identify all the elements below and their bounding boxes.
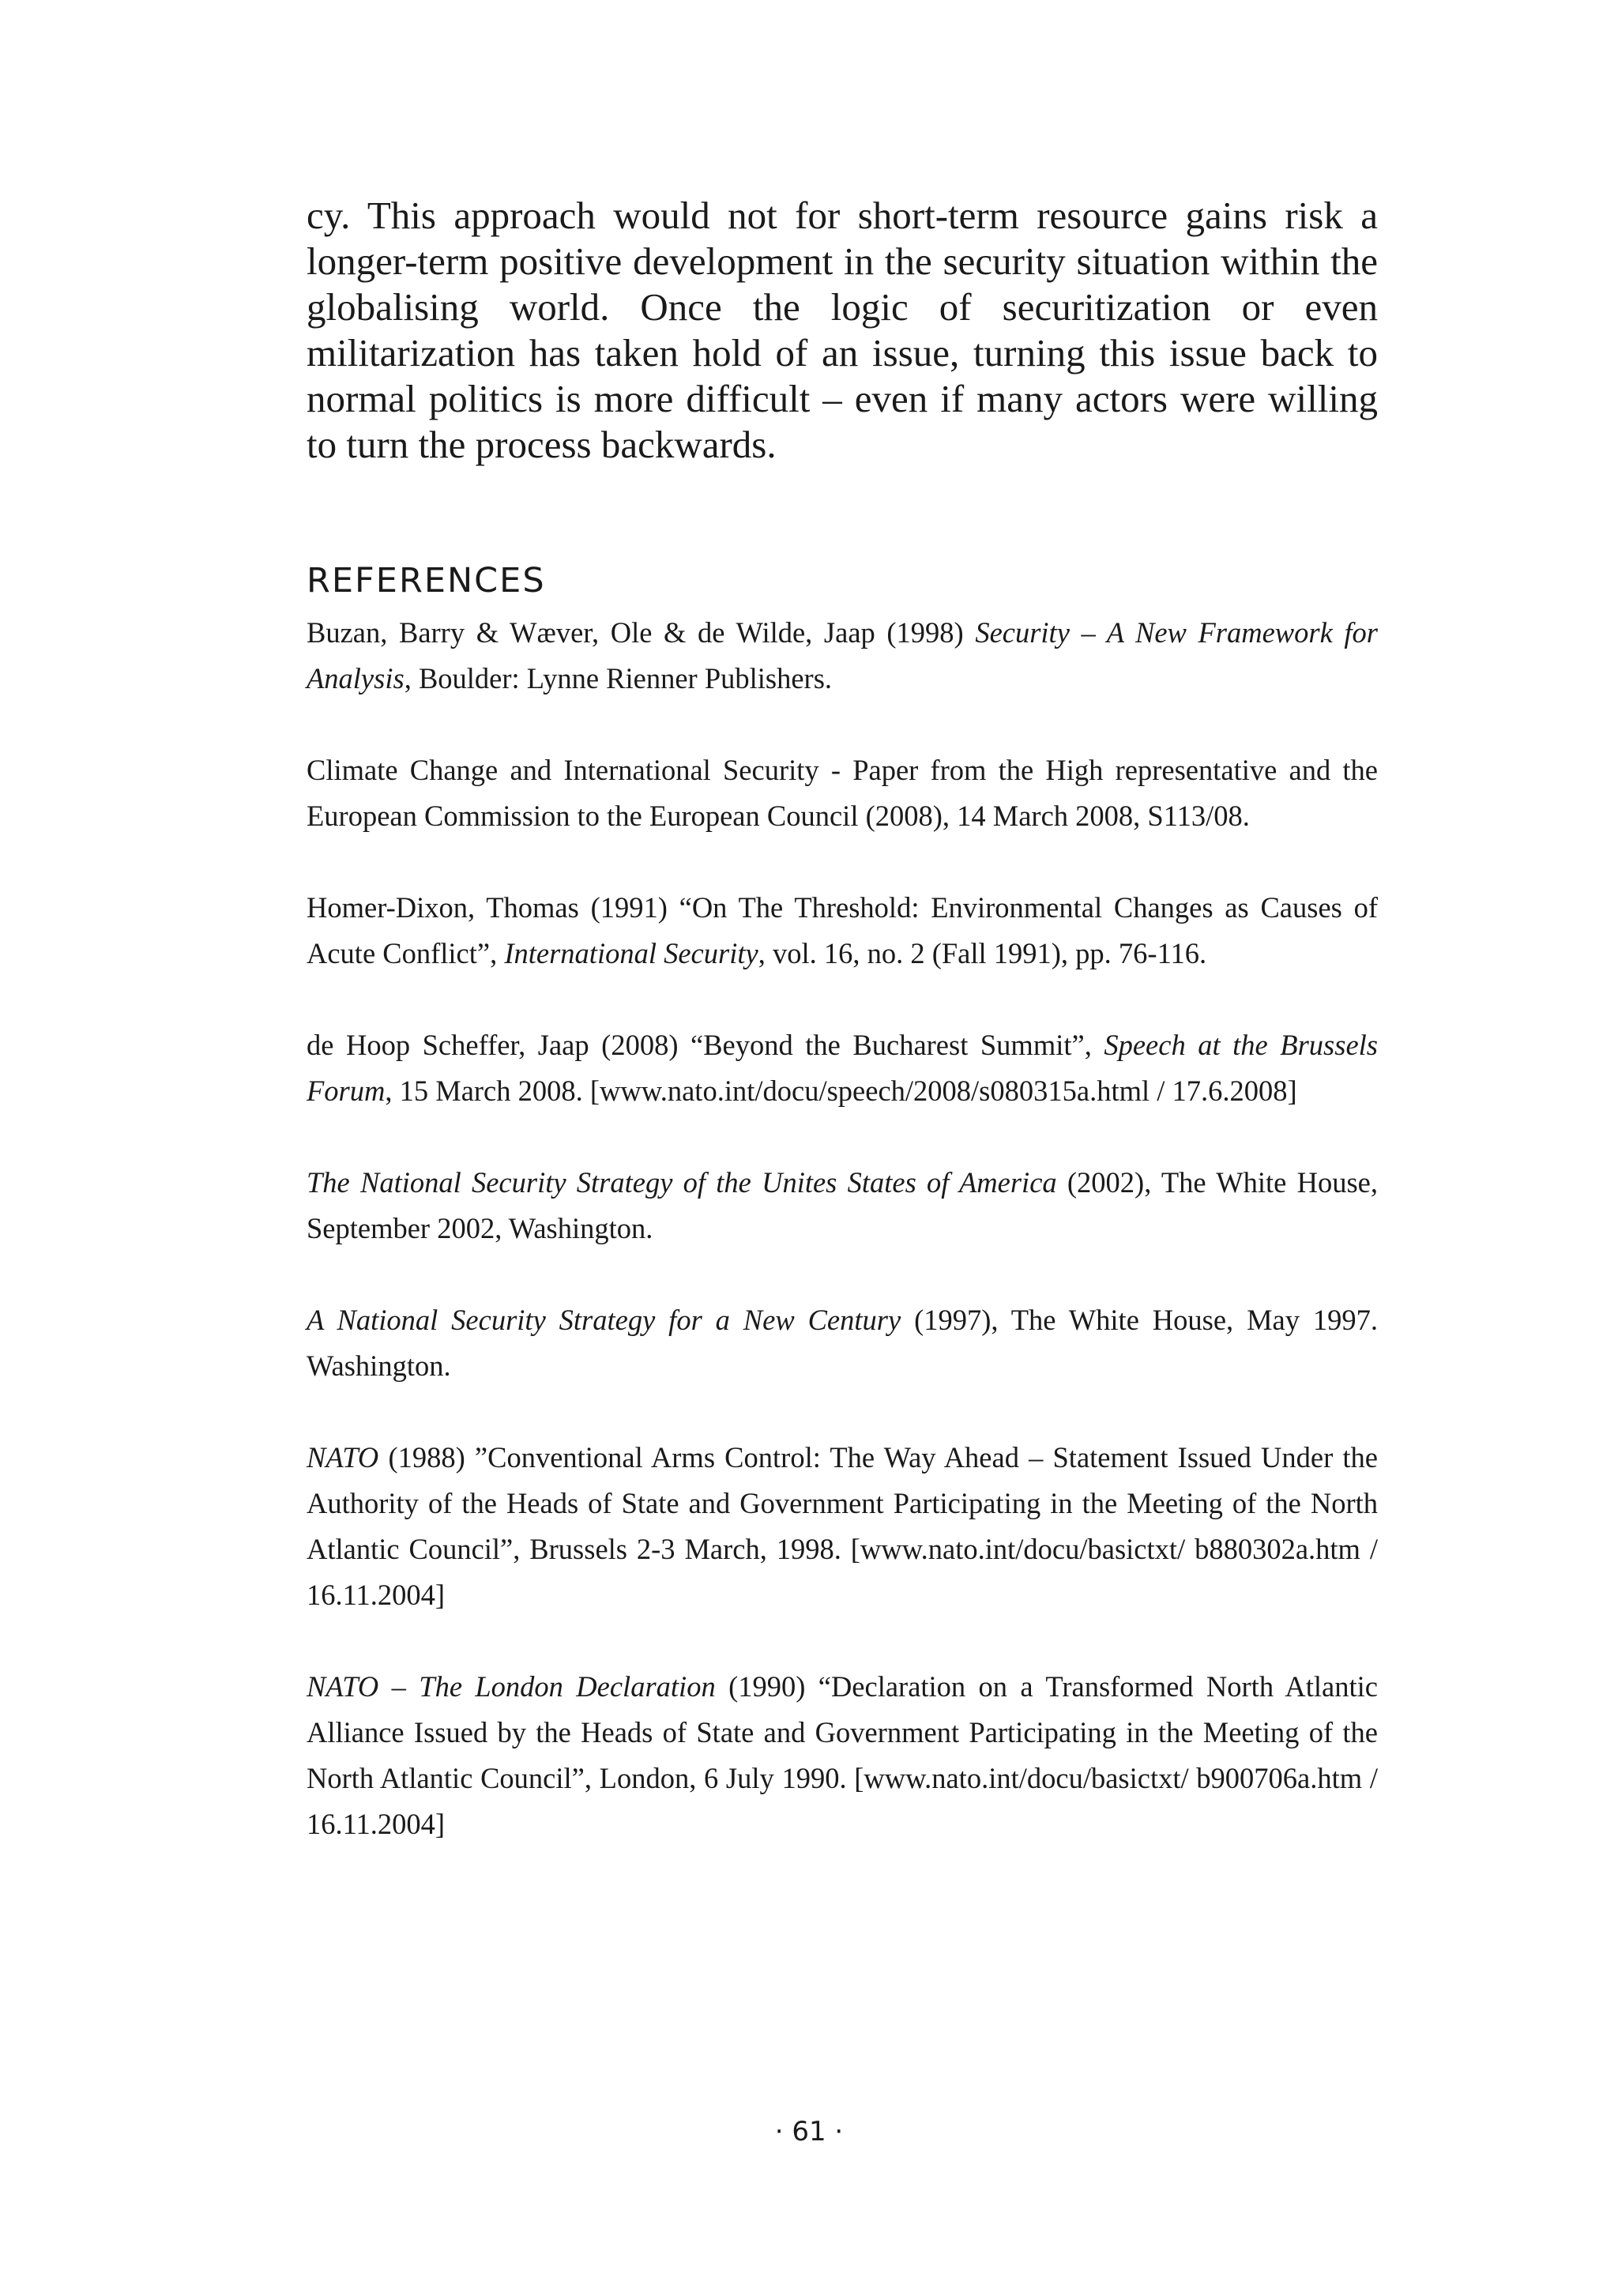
reference-text: (1988) ”Conventional Arms Control: The Way Ahead – Statement Issued Under the Authority of the Heads of State and Government Participating in the Meeting of the North Atlantic Council”, Brussels 2-3 March, 1998. [www.nato.int/docu/basictxt/ b880302a.htm / 16.11.2004] — [307, 1441, 1378, 1611]
reference-entry-nato-1990 — [307, 1664, 1378, 1847]
reference-text: Buzan, Barry & Wæver, Ole & de Wilde, Jaap (1998) — [307, 616, 976, 649]
reference-entry-nss-2002 — [307, 1160, 1378, 1252]
reference-text: (1990) “Declaration on a Transformed North Atlantic Alliance Issued by the Heads of State and Government Participating in the Meeting of the North Atlantic Council”, London, 6 July 1990. [www.nato.int/docu/basictxt/ b900706a.htm / 16.11.2004] — [307, 1670, 1378, 1840]
reference-text: , Boulder: Lynne Rienner Publishers. — [404, 662, 833, 694]
page-number: · 61 · — [774, 2116, 844, 2147]
reference-text: de Hoop Scheffer, Jaap (2008) “Beyond the Bucharest Summit”, — [307, 1029, 1104, 1061]
body-paragraph: cy. This approach would not for short-term resource gains risk a longer-term positive development in the security situation within the globalising world. Once the logic of securitization or even militarization has taken hold of an issue, turning this issue back to normal politics is more difficult – even if many actors were willing to turn the process backwards. — [307, 194, 1378, 466]
reference-title: International Security — [504, 937, 758, 969]
reference-entry-nss-1997 — [307, 1297, 1378, 1389]
reference-text: Climate Change and International Security - Paper from the High representative and the European Commission to the European Council (2008), 14 March 2008, S113/08. — [307, 754, 1378, 832]
reference-entry-buzan — [307, 610, 1378, 702]
reference-text: Homer-Dixon, Thomas (1991) “On The Threshold: Environmental Changes as Causes of Acute Conflict”, — [307, 891, 1378, 969]
reference-entry-climate-change — [307, 747, 1378, 839]
reference-title: A National Security Strategy for a New Century — [307, 1304, 901, 1336]
reference-text: (2002), The White House, September 2002, Washington. — [307, 1166, 1379, 1244]
reference-text: , 15 March 2008. [www.nato.int/docu/speech/2008/s080315a.html / 17.6.2008] — [385, 1075, 1297, 1107]
references-list — [307, 610, 1378, 1893]
reference-entry-homer-dixon — [307, 885, 1378, 977]
reference-text: (1997), The White House, May 1997. Washington. — [307, 1304, 1378, 1382]
reference-title: Speech at the Brussels Forum — [307, 1029, 1378, 1107]
reference-title: NATO – The London Declaration — [307, 1670, 716, 1703]
reference-entry-nato-1988 — [307, 1435, 1378, 1618]
reference-title: The National Security Strategy of the Unites States of America — [307, 1166, 1057, 1199]
reference-title: Security – A New Framework for Analysis — [307, 616, 1378, 694]
reference-title: NATO — [307, 1441, 379, 1474]
references-heading: REFERENCES — [307, 561, 546, 600]
reference-entry-de-hoop-scheffer — [307, 1022, 1378, 1114]
reference-text: , vol. 16, no. 2 (Fall 1991), pp. 76-116. — [758, 937, 1207, 969]
